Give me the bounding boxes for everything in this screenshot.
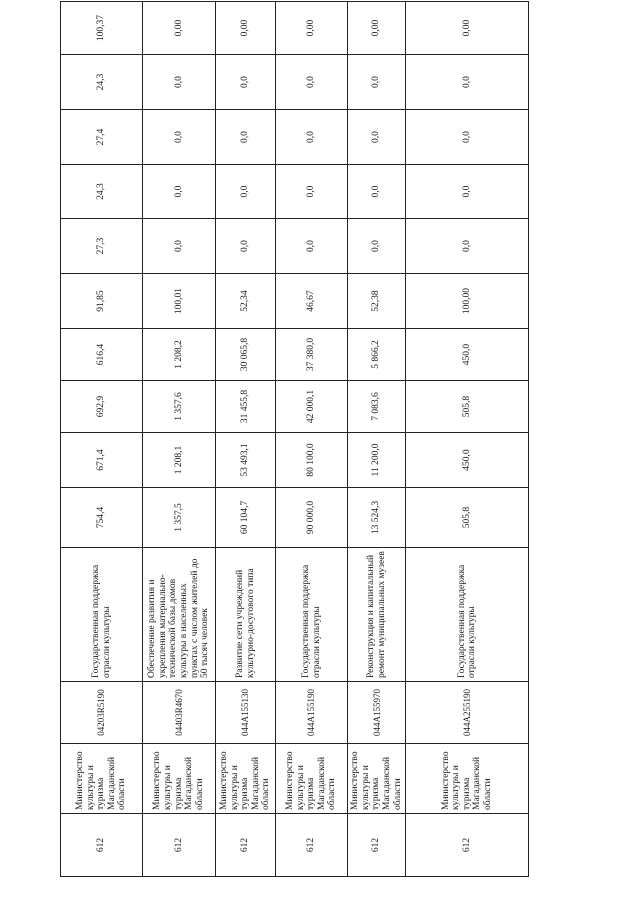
- cell-v1: 505,8: [406, 488, 529, 548]
- cell-code1: 612: [348, 814, 406, 877]
- cell-org: Министерство культуры и туризма Магаданской области: [61, 744, 143, 814]
- cell-v6: 0,0: [406, 219, 529, 274]
- cell-code2: 04203R5190: [61, 682, 143, 744]
- table-row: [276, 2, 348, 877]
- cell-v5: 91,85: [61, 274, 143, 329]
- table-row: [61, 2, 143, 877]
- cell-v1: 90 000,0: [276, 488, 348, 548]
- cell-v3: 505,8: [406, 381, 529, 433]
- cell-v6: 0,0: [216, 219, 276, 274]
- cell-v2: 11 200,0: [348, 433, 406, 488]
- cell-org: Министерство культуры и туризма Магаданской области: [276, 744, 348, 814]
- cell-v9: 0,0: [348, 55, 406, 110]
- cell-v5: 46,67: [276, 274, 348, 329]
- cell-v9: 0,0: [276, 55, 348, 110]
- cell-desc: Обеспечение развития и укрепления материально-технической базы домов культуры в населенных пунктах с числом жителей до 50 тысяч человек: [143, 548, 216, 682]
- cell-code1: 612: [276, 814, 348, 877]
- cell-v1: 1 357,5: [143, 488, 216, 548]
- cell-v10: 100,37: [61, 2, 143, 55]
- cell-v6: 0,0: [143, 219, 216, 274]
- cell-code1: 612: [61, 814, 143, 877]
- cell-v1: 754,4: [61, 488, 143, 548]
- cell-v5: 52,38: [348, 274, 406, 329]
- cell-v7: 0,0: [348, 165, 406, 219]
- cell-org: Министерство культуры и туризма Магаданской области: [143, 744, 216, 814]
- cell-v3: 1 357,6: [143, 381, 216, 433]
- cell-v4: 5 866,2: [348, 329, 406, 381]
- cell-v3: 7 083,6: [348, 381, 406, 433]
- cell-v7: 0,0: [216, 165, 276, 219]
- cell-v3: 42 000,1: [276, 381, 348, 433]
- cell-v4: 37 380,0: [276, 329, 348, 381]
- cell-v10: 0,00: [216, 2, 276, 55]
- cell-v5: 52,34: [216, 274, 276, 329]
- cell-v7: 0,0: [143, 165, 216, 219]
- cell-code2: 04403R4670: [143, 682, 216, 744]
- cell-v5: 100,00: [406, 274, 529, 329]
- cell-code2: 044A155130: [216, 682, 276, 744]
- cell-v10: 0,00: [276, 2, 348, 55]
- cell-desc: Реконструкция и капитальный ремонт муниципальных музеев: [348, 548, 406, 682]
- cell-v2: 671,4: [61, 433, 143, 488]
- cell-v7: 24,3: [61, 165, 143, 219]
- cell-v10: 0,00: [143, 2, 216, 55]
- cell-desc: Развитие сети учреждений культурно-досугового типа: [216, 548, 276, 682]
- cell-v6: 0,0: [348, 219, 406, 274]
- cell-v4: 450,0: [406, 329, 529, 381]
- cell-v7: 0,0: [276, 165, 348, 219]
- cell-code1: 612: [143, 814, 216, 877]
- table-row: [216, 2, 276, 877]
- cell-v10: 0,00: [406, 2, 529, 55]
- cell-code2: 044A155190: [276, 682, 348, 744]
- cell-v6: 0,0: [276, 219, 348, 274]
- cell-desc: Государственная поддержка отрасли культуры: [61, 548, 143, 682]
- cell-v2: 80 100,0: [276, 433, 348, 488]
- cell-v7: 0,0: [406, 165, 529, 219]
- table-row: [348, 2, 406, 877]
- cell-v2: 53 493,1: [216, 433, 276, 488]
- cell-v4: 616,4: [61, 329, 143, 381]
- cell-v8: 27,4: [61, 110, 143, 165]
- table-row: [406, 2, 529, 877]
- cell-v8: 0,0: [143, 110, 216, 165]
- cell-v6: 27,3: [61, 219, 143, 274]
- cell-v8: 0,0: [406, 110, 529, 165]
- cell-v3: 692,9: [61, 381, 143, 433]
- cell-v10: 0,00: [348, 2, 406, 55]
- cell-v1: 13 524,3: [348, 488, 406, 548]
- cell-code2: 044A255190: [406, 682, 529, 744]
- cell-code1: 612: [216, 814, 276, 877]
- cell-v2: 1 208,1: [143, 433, 216, 488]
- cell-org: Министерство культуры и туризма Магаданской области: [216, 744, 276, 814]
- cell-v8: 0,0: [276, 110, 348, 165]
- cell-v5: 100,01: [143, 274, 216, 329]
- cell-v9: 0,0: [406, 55, 529, 110]
- rotated-table-wrapper: [60, 14, 527, 877]
- cell-code1: 612: [406, 814, 529, 877]
- cell-org: Министерство культуры и туризма Магаданской области: [348, 744, 406, 814]
- cell-v8: 0,0: [216, 110, 276, 165]
- cell-code2: 044A155970: [348, 682, 406, 744]
- cell-v8: 0,0: [348, 110, 406, 165]
- table-row: [143, 2, 216, 877]
- cell-desc: Государственная поддержка отрасли культуры: [406, 548, 529, 682]
- budget-table: [60, 1, 529, 877]
- cell-v2: 450,0: [406, 433, 529, 488]
- cell-v9: 0,0: [216, 55, 276, 110]
- cell-v4: 1 208,2: [143, 329, 216, 381]
- cell-org: Министерство культуры и туризма Магаданской области: [406, 744, 529, 814]
- cell-desc: Государственная поддержка отрасли культуры: [276, 548, 348, 682]
- cell-v9: 0,0: [143, 55, 216, 110]
- cell-v4: 30 065,8: [216, 329, 276, 381]
- cell-v1: 60 104,7: [216, 488, 276, 548]
- cell-v3: 31 455,8: [216, 381, 276, 433]
- cell-v9: 24,3: [61, 55, 143, 110]
